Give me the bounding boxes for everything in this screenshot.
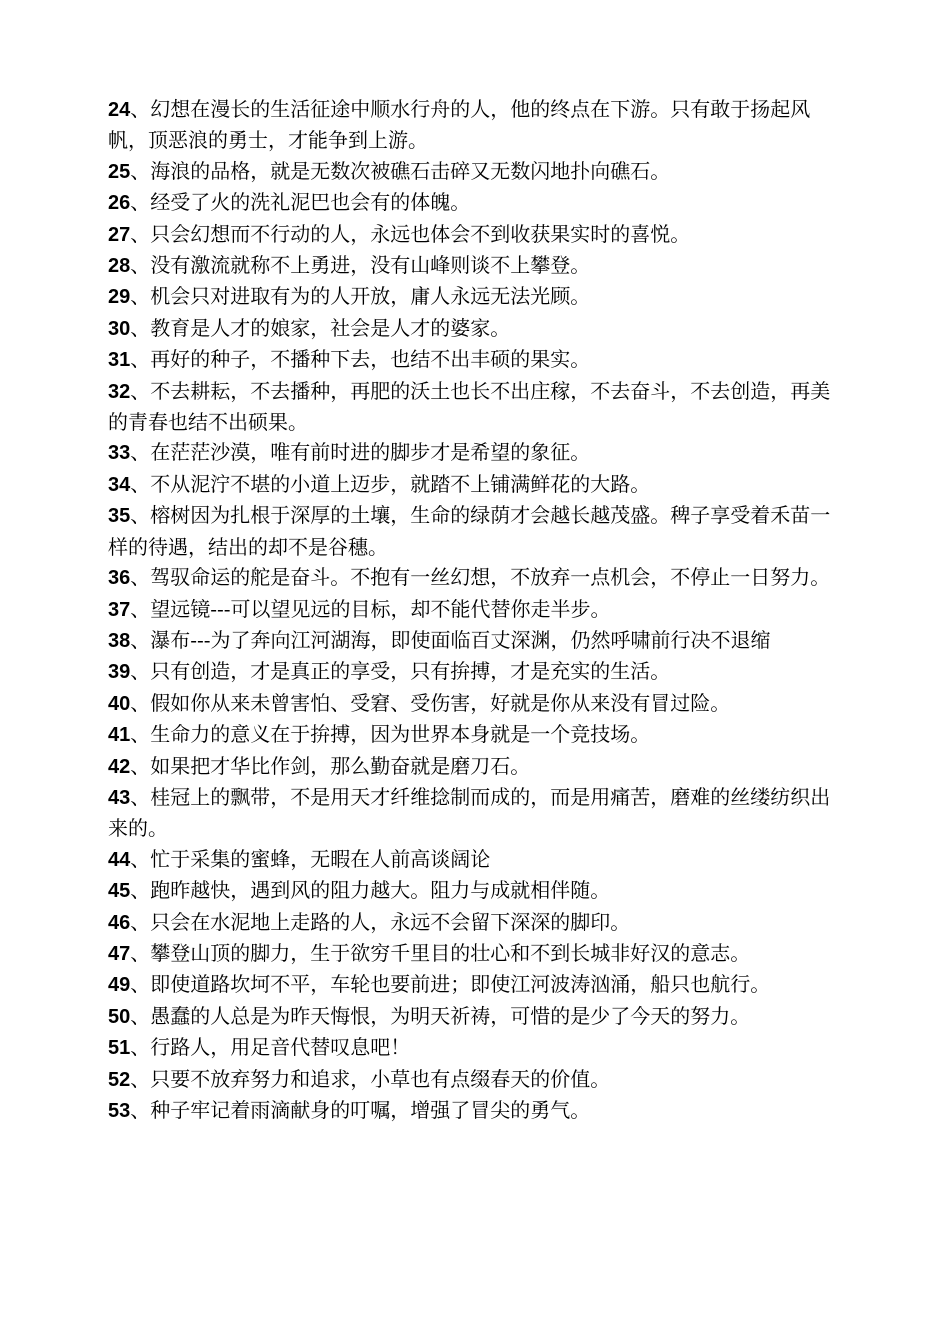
quote-separator: 、 bbox=[130, 659, 151, 684]
quote-item bbox=[108, 94, 848, 156]
quote-number: 37 bbox=[108, 598, 131, 621]
quote-separator: 、 bbox=[130, 784, 151, 809]
quote-item bbox=[108, 187, 848, 218]
quote-separator: 、 bbox=[130, 221, 151, 246]
quote-text: 只有创造，才是真正的享受，只有拚搏，才是充实的生活。 bbox=[150, 659, 671, 684]
quote-number: 25 bbox=[108, 160, 131, 183]
quote-number: 42 bbox=[108, 755, 131, 778]
quote-number: 26 bbox=[108, 192, 131, 215]
quote-number: 46 bbox=[108, 911, 131, 934]
quote-separator: 、 bbox=[130, 565, 151, 590]
quote-item bbox=[108, 562, 848, 593]
quote-number: 52 bbox=[108, 1068, 131, 1091]
quote-text: 忙于采集的蜜蜂，无暇在人前高谈阔论 bbox=[150, 846, 491, 871]
quote-number: 24 bbox=[108, 99, 131, 121]
quote-number: 44 bbox=[108, 848, 131, 871]
quote-separator: 、 bbox=[130, 940, 151, 965]
quote-item bbox=[108, 751, 848, 782]
quote-separator: 、 bbox=[130, 627, 151, 652]
quote-text: 生命力的意义在于拚搏，因为世界本身就是一个竞技场。 bbox=[150, 722, 651, 747]
quote-separator: 、 bbox=[130, 190, 151, 215]
quote-item bbox=[108, 1032, 848, 1063]
quote-text: 桂冠上的飘带，不是用天才纤维捻制而成的，而是用痛苦，磨难的丝缕纺织出来的。 bbox=[108, 784, 831, 841]
quote-separator: 、 bbox=[130, 378, 151, 403]
quote-text: 只会在水泥地上走路的人，永远不会留下深深的脚印。 bbox=[150, 909, 631, 934]
quote-number: 43 bbox=[108, 786, 131, 809]
quote-number: 30 bbox=[108, 317, 131, 340]
quote-text: 经受了火的洗礼泥巴也会有的体魄。 bbox=[150, 190, 471, 215]
quote-item bbox=[108, 938, 848, 969]
quote-item bbox=[108, 156, 848, 187]
quote-number: 45 bbox=[108, 880, 131, 903]
quote-item bbox=[108, 969, 848, 1000]
quote-separator: 、 bbox=[130, 1098, 151, 1122]
quote-item bbox=[108, 313, 848, 344]
quote-text: 幻想在漫长的生活征途中顺水行舟的人，他的终点在下游。只有敢于扬起风帆，顶恶浪的勇士，才能争到上游。 bbox=[108, 97, 811, 153]
quote-number: 39 bbox=[108, 661, 131, 684]
quote-item bbox=[108, 500, 848, 562]
quote-number: 31 bbox=[108, 349, 131, 372]
quote-number: 38 bbox=[108, 629, 131, 652]
quote-separator: 、 bbox=[130, 1003, 151, 1028]
quote-text: 只会幻想而不行动的人，永远也体会不到收获果实时的喜悦。 bbox=[150, 221, 691, 246]
quote-number: 40 bbox=[108, 692, 131, 715]
quote-number: 27 bbox=[108, 223, 131, 246]
quote-item bbox=[108, 844, 848, 875]
quote-number: 50 bbox=[108, 1005, 131, 1028]
quote-item bbox=[108, 250, 848, 281]
quote-text: 海浪的品格，就是无数次被礁石击碎又无数闪地扑向礁石。 bbox=[150, 158, 671, 183]
quote-separator: 、 bbox=[130, 878, 151, 903]
quote-separator: 、 bbox=[130, 753, 151, 778]
quote-item bbox=[108, 875, 848, 906]
quote-separator: 、 bbox=[130, 440, 151, 465]
quote-item bbox=[108, 344, 848, 375]
quote-item bbox=[108, 281, 848, 312]
document-page bbox=[108, 94, 848, 1126]
quote-text: 跑昨越快，遇到风的阻力越大。阻力与成就相伴随。 bbox=[150, 878, 611, 903]
quote-separator: 、 bbox=[130, 97, 151, 121]
quote-separator: 、 bbox=[130, 471, 151, 496]
quote-separator: 、 bbox=[130, 253, 151, 278]
quote-text: 即使道路坎坷不平，车轮也要前进；即使江河波涛汹涌，船只也航行。 bbox=[150, 972, 771, 997]
quote-number: 49 bbox=[108, 974, 131, 997]
quote-number: 51 bbox=[108, 1037, 131, 1060]
quote-item bbox=[108, 437, 848, 468]
quote-item bbox=[108, 625, 848, 656]
quote-text: 在茫茫沙漠，唯有前时进的脚步才是希望的象征。 bbox=[150, 440, 591, 465]
quote-number: 36 bbox=[108, 567, 131, 590]
quote-item bbox=[108, 219, 848, 250]
quote-text: 再好的种子，不播种下去，也结不出丰硕的果实。 bbox=[150, 347, 591, 372]
quote-separator: 、 bbox=[130, 846, 151, 871]
quote-item bbox=[108, 1064, 848, 1095]
quote-separator: 、 bbox=[130, 158, 151, 183]
quote-item bbox=[108, 376, 848, 438]
quote-separator: 、 bbox=[130, 722, 151, 747]
quote-number: 53 bbox=[108, 1100, 131, 1122]
quote-text: 不去耕耘，不去播种，再肥的沃土也长不出庄稼，不去奋斗，不去创造，再美的青春也结不出硕果。 bbox=[108, 378, 831, 435]
quote-item bbox=[108, 907, 848, 938]
quote-text: 没有激流就称不上勇进，没有山峰则谈不上攀登。 bbox=[150, 253, 591, 278]
quote-text: 只要不放弃努力和追求，小草也有点缀春天的价值。 bbox=[150, 1066, 611, 1091]
quote-text: 如果把才华比作剑，那么勤奋就是磨刀石。 bbox=[150, 753, 531, 778]
quote-text: 不从泥泞不堪的小道上迈步，就踏不上铺满鲜花的大路。 bbox=[150, 471, 651, 496]
quote-item bbox=[108, 719, 848, 750]
quote-text: 驾驭命运的舵是奋斗。不抱有一丝幻想，不放弃一点机会，不停止一日努力。 bbox=[150, 565, 831, 590]
quote-item bbox=[108, 688, 848, 719]
quote-separator: 、 bbox=[130, 347, 151, 372]
quote-number: 32 bbox=[108, 380, 131, 403]
quote-item bbox=[108, 656, 848, 687]
quote-item bbox=[108, 1095, 848, 1126]
quote-separator: 、 bbox=[130, 503, 151, 528]
quote-item bbox=[108, 594, 848, 625]
quote-separator: 、 bbox=[130, 972, 151, 997]
quote-text: 种子牢记着雨滴献身的叮嘱，增强了冒尖的勇气。 bbox=[150, 1098, 591, 1122]
quote-number: 34 bbox=[108, 473, 131, 496]
quote-number: 47 bbox=[108, 942, 131, 965]
quote-number: 33 bbox=[108, 442, 131, 465]
quote-separator: 、 bbox=[130, 284, 151, 309]
quote-item bbox=[108, 782, 848, 844]
quote-separator: 、 bbox=[130, 690, 151, 715]
quote-text: 行路人，用足音代替叹息吧！ bbox=[150, 1035, 411, 1060]
quote-number: 28 bbox=[108, 255, 131, 278]
quote-text: 假如你从来未曾害怕、受窘、受伤害，好就是你从来没有冒过险。 bbox=[150, 690, 731, 715]
quote-item bbox=[108, 1001, 848, 1032]
quote-separator: 、 bbox=[130, 1035, 151, 1060]
quote-text: 望远镜---可以望见远的目标，却不能代替你走半步。 bbox=[150, 596, 611, 621]
quote-separator: 、 bbox=[130, 315, 151, 340]
quote-text: 攀登山顶的脚力，生于欲穷千里目的壮心和不到长城非好汉的意志。 bbox=[150, 940, 751, 965]
quote-text: 榕树因为扎根于深厚的土壤，生命的绿荫才会越长越茂盛。稗子享受着禾苗一样的待遇，结出的却不是谷穗。 bbox=[108, 503, 831, 559]
quote-text: 机会只对进取有为的人开放，庸人永远无法光顾。 bbox=[150, 284, 591, 309]
quote-text: 瀑布---为了奔向江河湖海，即使面临百丈深渊，仍然呼啸前行决不退缩 bbox=[150, 627, 771, 652]
quote-separator: 、 bbox=[130, 909, 151, 934]
quote-separator: 、 bbox=[130, 596, 151, 621]
quote-item bbox=[108, 469, 848, 500]
quote-number: 41 bbox=[108, 724, 131, 747]
quote-number: 35 bbox=[108, 505, 131, 528]
quote-separator: 、 bbox=[130, 1066, 151, 1091]
quote-text: 教育是人才的娘家，社会是人才的婆家。 bbox=[150, 315, 511, 340]
quote-text: 愚蠢的人总是为昨天悔恨，为明天祈祷，可惜的是少了今天的努力。 bbox=[150, 1003, 751, 1028]
quote-number: 29 bbox=[108, 286, 131, 309]
